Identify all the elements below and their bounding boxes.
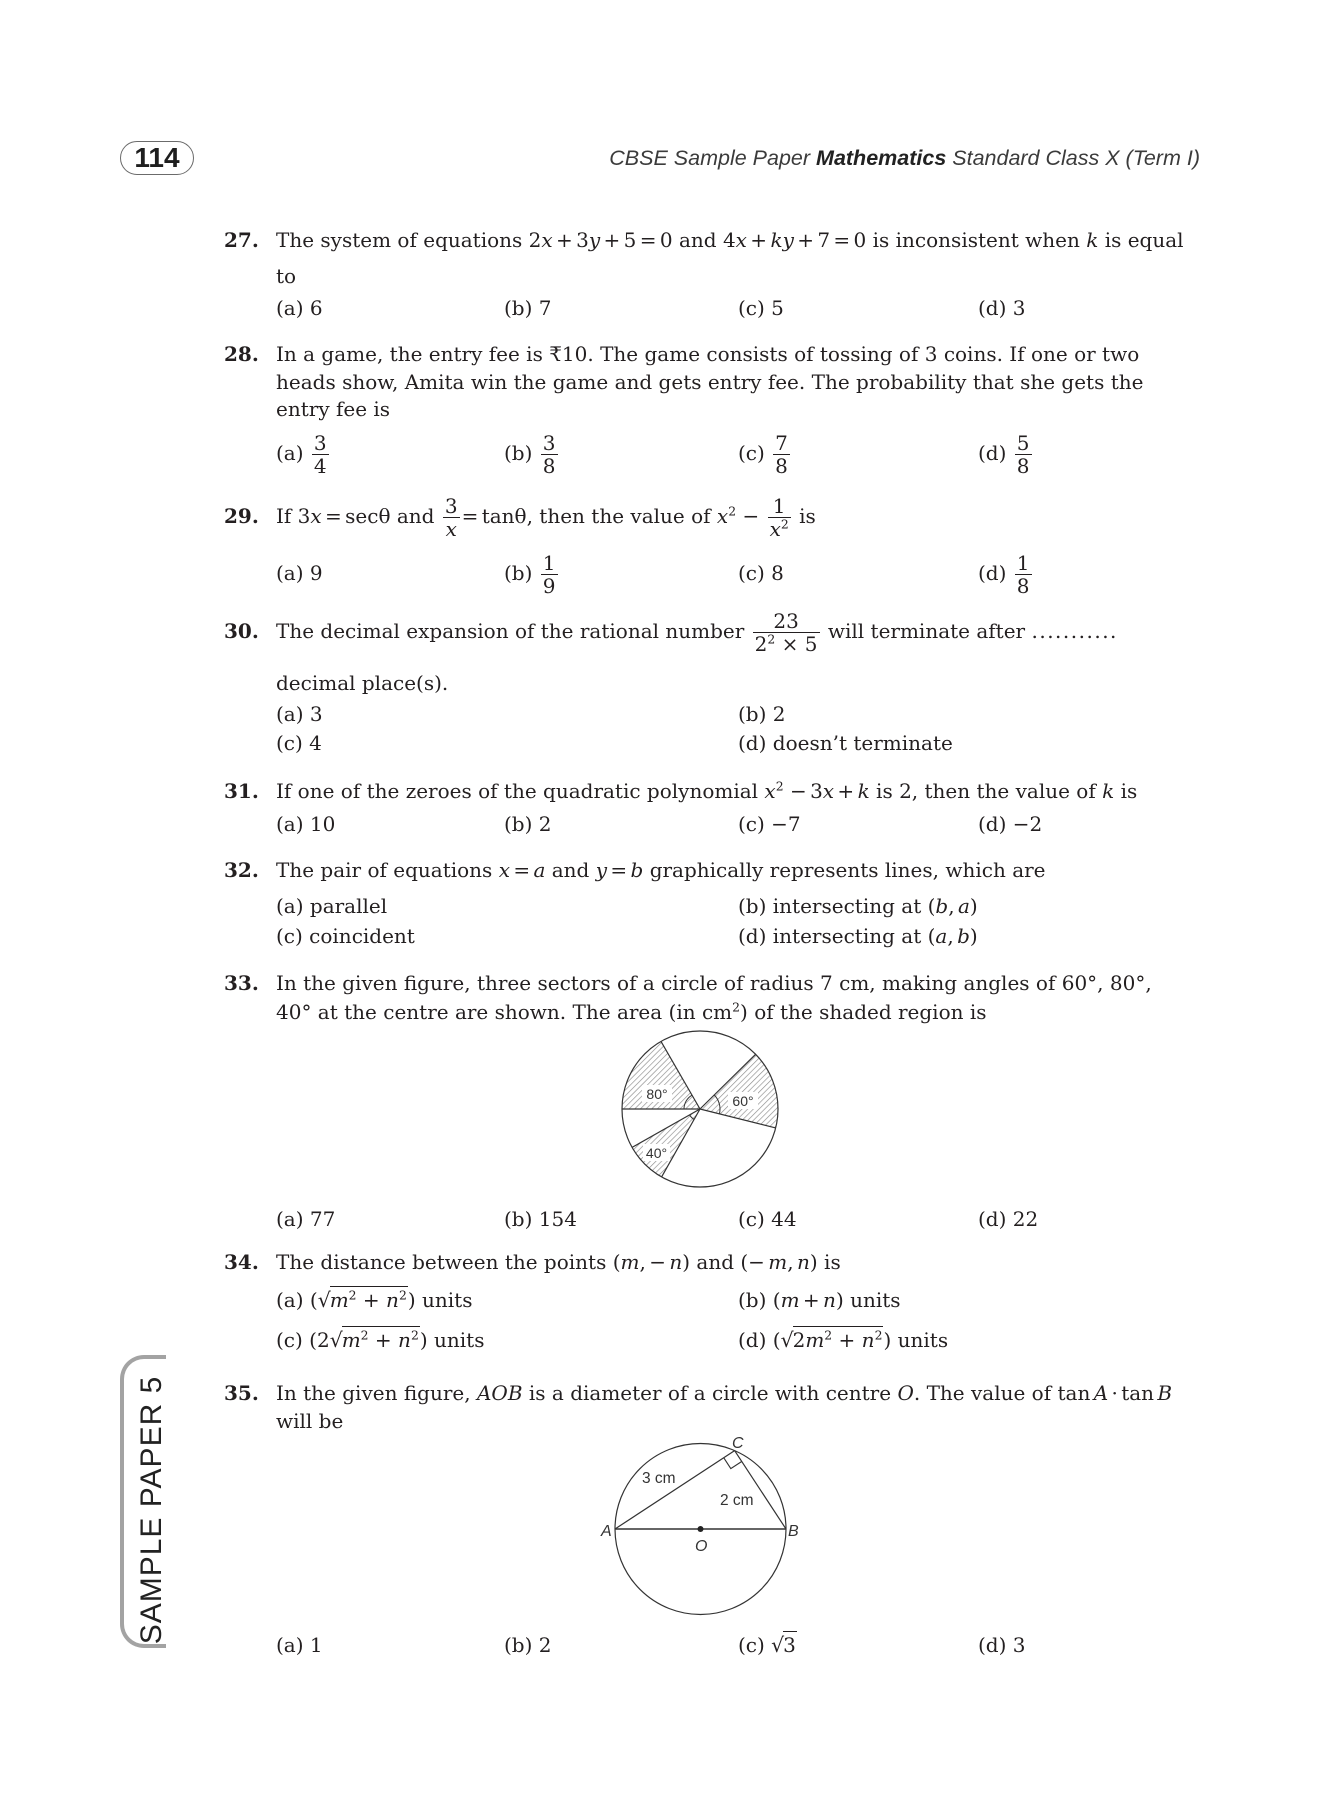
- option-value: 7: [538, 296, 552, 320]
- option-value: intersecting at: [772, 924, 922, 948]
- option-value: 2: [772, 702, 786, 726]
- question-33-text-line: In the given figure, three sectors of a circle of radius 7 cm, making angles of 60°, 80°,: [276, 971, 1152, 995]
- denominator: x: [443, 517, 460, 540]
- radicand: [793, 1326, 884, 1352]
- option-a: [276, 431, 331, 478]
- text: and: [696, 1250, 735, 1274]
- option-value: 22: [1012, 1207, 1039, 1231]
- option-value: −2: [1012, 812, 1043, 836]
- option-label: (a): [276, 1633, 304, 1657]
- exponent: 2: [410, 1327, 419, 1343]
- radicand: [342, 1326, 420, 1352]
- point: (b, a): [927, 894, 978, 918]
- multiplier: × 5: [775, 632, 818, 656]
- text: graphically represents lines, which are: [649, 858, 1046, 882]
- variable: x: [764, 779, 776, 803]
- header-prefix: CBSE Sample Paper: [609, 146, 817, 170]
- fraction: [753, 610, 820, 655]
- term: m: [329, 1288, 349, 1312]
- option-label: (d): [978, 296, 1007, 320]
- denominator: 9: [542, 574, 556, 598]
- option-label: (b): [504, 812, 533, 836]
- option-a: [276, 1631, 323, 1659]
- option-b: [504, 551, 560, 598]
- option-d: [738, 1326, 948, 1354]
- shaded-sector-60: [700, 1054, 778, 1128]
- radical-sign: √: [771, 1633, 785, 1657]
- point: (a, b): [927, 924, 978, 948]
- variable: k: [1086, 228, 1099, 252]
- option-b: [738, 700, 786, 728]
- option-label: (c): [738, 1207, 765, 1231]
- option-d: [978, 294, 1026, 322]
- denominator: [753, 632, 820, 655]
- variable: x: [716, 504, 729, 528]
- open-paren: (2: [309, 1328, 330, 1352]
- option-c: [276, 922, 415, 950]
- equation: 3x = secθ: [297, 504, 391, 528]
- option-a: [276, 892, 387, 920]
- text: will terminate after: [827, 619, 1026, 643]
- option-d: [738, 729, 953, 757]
- exponent: 2: [732, 999, 741, 1015]
- option-b: [738, 892, 978, 920]
- question-32-text: [276, 856, 1046, 884]
- text: The system of equations: [276, 228, 523, 252]
- label-side-ac: 3 cm: [642, 1470, 676, 1487]
- option-label: (d): [978, 1207, 1007, 1231]
- question-27-text: [276, 226, 1184, 254]
- option-c: [738, 1205, 797, 1233]
- exponent: 2: [398, 1287, 407, 1303]
- option-d: [978, 1205, 1038, 1233]
- option-label: (d): [978, 1633, 1007, 1657]
- minus-sign: −: [742, 504, 760, 528]
- question-29-text: [276, 494, 816, 541]
- option-label: (b): [738, 894, 767, 918]
- unit: units: [850, 1288, 901, 1312]
- denominator: 8: [775, 454, 788, 478]
- triangle-in-circle-figure: [590, 1425, 815, 1625]
- option-value: 3: [1012, 296, 1026, 320]
- option-value: 9: [309, 561, 323, 585]
- option-c: [738, 1631, 797, 1659]
- equation: y = b: [595, 858, 644, 882]
- option-c: [738, 431, 792, 478]
- text: is a diameter of a circle with centre: [528, 1381, 892, 1405]
- option-label: (d): [738, 924, 767, 948]
- numerator: 3: [542, 431, 556, 455]
- option-label: (a): [276, 1207, 304, 1231]
- question-31-text: [276, 777, 1137, 805]
- operator: +: [356, 1288, 387, 1312]
- centre-dot: [698, 1526, 704, 1532]
- option-value: 3: [1012, 1633, 1026, 1657]
- label-o: O: [695, 1538, 708, 1555]
- numerator: 1: [542, 551, 556, 575]
- operator: +: [368, 1328, 399, 1352]
- denominator: [768, 517, 791, 540]
- exponent: 2: [780, 516, 789, 532]
- option-label: (d): [978, 812, 1007, 836]
- radical-sign: √: [780, 1328, 794, 1352]
- fraction: [312, 432, 329, 477]
- angle-label-40: 40°: [645, 1145, 668, 1161]
- exponent: 2: [728, 503, 737, 519]
- text: then the value of: [539, 504, 711, 528]
- option-value: 6: [309, 296, 323, 320]
- option-label: (b): [504, 441, 533, 465]
- fraction: [773, 432, 790, 477]
- radical-sign: √: [317, 1288, 331, 1312]
- option-a: [276, 294, 323, 322]
- option-label: (c): [738, 561, 765, 585]
- option-value: 5: [771, 296, 784, 320]
- equation: x = a: [498, 858, 546, 882]
- question-number: 28.: [224, 342, 259, 366]
- equation: = tanθ,: [461, 504, 533, 528]
- expression: tan A · tan B: [1057, 1381, 1173, 1405]
- option-a: [276, 1286, 472, 1314]
- option-label: (c): [276, 924, 303, 948]
- option-label: (d): [978, 561, 1007, 585]
- equation: 2x + 3y + 5 = 0: [528, 228, 673, 252]
- question-number: 29.: [224, 504, 259, 528]
- text: 40° at the centre are shown. The area (in cm: [276, 1000, 733, 1024]
- question-number: 31.: [224, 779, 259, 803]
- option-value: doesn’t terminate: [772, 731, 953, 755]
- question-number: 30.: [224, 619, 259, 643]
- page-number-badge: 114: [120, 141, 194, 175]
- chord-cb: [735, 1451, 786, 1529]
- option-label: (b): [504, 1633, 533, 1657]
- sectors-circle-figure: [610, 1020, 790, 1200]
- option-a: [276, 559, 323, 587]
- option-label: (c): [738, 441, 765, 465]
- numerator: 3: [313, 431, 327, 455]
- question-28-text-line: In a game, the entry fee is ₹10. The game consists of tossing of 3 coins. If one or two: [276, 342, 1140, 366]
- radicand: [330, 1286, 408, 1312]
- option-label: (d): [738, 731, 767, 755]
- angle-label-80: 80°: [646, 1086, 668, 1102]
- option-label: (c): [738, 296, 765, 320]
- question-number: 32.: [224, 858, 259, 882]
- square-root: [318, 1288, 408, 1312]
- option-d: [978, 810, 1042, 838]
- square-root: [771, 1633, 797, 1657]
- question-number: 35.: [224, 1381, 259, 1405]
- numerator: 3: [444, 494, 458, 518]
- option-c: [738, 559, 784, 587]
- text: is 2, then the value of: [876, 779, 1096, 803]
- option-value: 2: [538, 1633, 552, 1657]
- question-number: 34.: [224, 1250, 259, 1274]
- text: is: [824, 1250, 841, 1274]
- point: (− m, n): [740, 1250, 818, 1274]
- option-label: (a): [276, 1288, 304, 1312]
- unit: units: [434, 1328, 485, 1352]
- label-a: A: [601, 1523, 612, 1540]
- header-subject: Mathematics: [816, 146, 947, 170]
- open-paren: (: [309, 1288, 318, 1312]
- option-label: (c): [276, 1328, 303, 1352]
- option-value: 77: [309, 1207, 336, 1231]
- option-label: (a): [276, 812, 304, 836]
- term: n: [861, 1328, 875, 1352]
- option-label: (a): [276, 702, 304, 726]
- numerator: 5: [1016, 431, 1030, 455]
- angle-label-60: 60°: [732, 1093, 754, 1109]
- equation: 4x + ky + 7 = 0: [722, 228, 867, 252]
- option-d: [978, 431, 1034, 478]
- text: is equal: [1104, 228, 1184, 252]
- option-b: [504, 1205, 577, 1233]
- radical-sign: √: [329, 1328, 343, 1352]
- question-30-text-continued: decimal place(s).: [276, 671, 449, 695]
- option-a: [276, 700, 323, 728]
- text: In the given figure,: [276, 1381, 471, 1405]
- option-label: (b): [504, 1207, 533, 1231]
- text: is: [1120, 779, 1138, 803]
- point: (m, − n): [612, 1250, 691, 1274]
- option-d: [978, 1631, 1026, 1659]
- option-value: coincident: [309, 924, 415, 948]
- blank-leader: ...........: [1031, 619, 1118, 643]
- option-b: [504, 810, 552, 838]
- option-label: (b): [504, 561, 533, 585]
- option-d: [978, 551, 1034, 598]
- numerator: 23: [773, 609, 799, 633]
- text: ) of the shaded region is: [740, 1000, 987, 1024]
- option-value: 10: [309, 812, 336, 836]
- option-b: [738, 1286, 901, 1314]
- close-paren: ): [407, 1288, 416, 1312]
- variable: x: [769, 517, 781, 541]
- chord-ac: [615, 1451, 735, 1529]
- question-28-text-line: heads show, Amita win the game and gets entry fee. The probability that she gets the: [276, 370, 1144, 394]
- polynomial-terms: − 3x + k: [789, 779, 870, 803]
- option-b: [504, 431, 560, 478]
- radicand: 3: [783, 1633, 796, 1657]
- open-paren: (: [772, 1328, 781, 1352]
- option-label: (d): [738, 1328, 767, 1352]
- text: and: [551, 858, 590, 882]
- exponent: 2: [767, 631, 776, 647]
- option-label: (a): [276, 894, 304, 918]
- diameter-name: AOB: [476, 1381, 523, 1405]
- text: and: [678, 228, 717, 252]
- term: n: [398, 1328, 411, 1352]
- option-label: (c): [738, 1633, 765, 1657]
- unit: units: [422, 1288, 473, 1312]
- question-28-text-line: entry fee is: [276, 397, 391, 421]
- square-root: [330, 1328, 420, 1352]
- operator: +: [832, 1328, 862, 1352]
- option-b: [504, 294, 552, 322]
- exponent: 2: [775, 778, 784, 794]
- option-c: [276, 1326, 484, 1354]
- option-expression: (m + n): [772, 1288, 844, 1312]
- header-suffix: Standard Class X (Term I): [946, 146, 1200, 170]
- denominator: 4: [313, 454, 327, 478]
- term: m: [341, 1328, 361, 1352]
- numerator: 7: [775, 431, 788, 455]
- text: The distance between the points: [276, 1250, 607, 1274]
- option-label: (a): [276, 441, 304, 465]
- question-number: 33.: [224, 971, 259, 995]
- option-label: (a): [276, 296, 304, 320]
- square-root: [781, 1328, 884, 1352]
- text: The pair of equations: [276, 858, 493, 882]
- base: 2: [754, 632, 768, 656]
- option-value: 2: [538, 812, 552, 836]
- exponent: 2: [348, 1287, 357, 1303]
- exponent: 2: [360, 1327, 369, 1343]
- question-34-text: [276, 1248, 841, 1276]
- option-label: (c): [276, 731, 303, 755]
- option-label: (d): [978, 441, 1007, 465]
- numerator: 1: [1016, 551, 1030, 575]
- option-label: (c): [738, 812, 765, 836]
- label-b: B: [788, 1523, 799, 1540]
- text: The value of: [926, 1381, 1052, 1405]
- option-label: (b): [738, 702, 767, 726]
- running-header: [609, 144, 1200, 172]
- fraction: [443, 495, 460, 540]
- text: The decimal expansion of the rational number: [276, 619, 745, 643]
- fraction: [541, 552, 558, 597]
- option-value: 44: [771, 1207, 797, 1231]
- text: If one of the zeroes of the quadratic polynomial: [276, 779, 759, 803]
- side-tab-label: SAMPLE PAPER 5: [135, 1375, 168, 1645]
- option-value: 8: [771, 561, 784, 585]
- shaded-sector-40: [632, 1109, 700, 1177]
- fraction: [541, 432, 558, 477]
- centre-name: O.: [897, 1381, 921, 1405]
- fraction: [1015, 432, 1032, 477]
- denominator: 8: [1016, 574, 1030, 598]
- option-c: [738, 294, 784, 322]
- numerator: 1: [772, 494, 786, 518]
- question-35-text: [276, 1379, 1172, 1407]
- fraction: [768, 495, 791, 540]
- question-27-text-continued: to: [276, 264, 297, 288]
- text: is inconsistent when: [872, 228, 1080, 252]
- variable: k: [1102, 779, 1115, 803]
- option-a: [276, 810, 335, 838]
- option-d: [738, 922, 978, 950]
- option-a: [276, 1205, 335, 1233]
- question-number: 27.: [224, 228, 259, 252]
- option-value: 4: [309, 731, 322, 755]
- right-angle-marker: [724, 1458, 742, 1469]
- option-value: 154: [538, 1207, 577, 1231]
- option-c: [276, 729, 322, 757]
- question-30-text: [276, 609, 1118, 656]
- fraction: [1015, 552, 1032, 597]
- label-side-bc: 2 cm: [720, 1492, 754, 1509]
- option-value: intersecting at: [772, 894, 922, 918]
- close-paren: ): [883, 1328, 892, 1352]
- label-c: C: [732, 1435, 744, 1452]
- exponent: 2: [824, 1327, 833, 1343]
- text: and: [396, 504, 435, 528]
- option-c: [738, 810, 801, 838]
- close-paren: ): [419, 1328, 428, 1352]
- option-label: (a): [276, 561, 304, 585]
- text: is: [799, 504, 816, 528]
- exponent: 2: [874, 1327, 883, 1343]
- option-label: (b): [504, 296, 533, 320]
- unit: units: [897, 1328, 949, 1352]
- denominator: 8: [1016, 454, 1030, 478]
- term: n: [386, 1288, 399, 1312]
- option-label: (b): [738, 1288, 767, 1312]
- text: If: [276, 504, 292, 528]
- option-b: [504, 1631, 552, 1659]
- question-35-text-continued: will be: [276, 1409, 344, 1433]
- term: 2m: [792, 1328, 825, 1352]
- option-value: 3: [309, 702, 323, 726]
- option-value: parallel: [309, 894, 388, 918]
- option-value: −7: [771, 812, 801, 836]
- option-value: 1: [309, 1633, 323, 1657]
- denominator: 8: [542, 454, 556, 478]
